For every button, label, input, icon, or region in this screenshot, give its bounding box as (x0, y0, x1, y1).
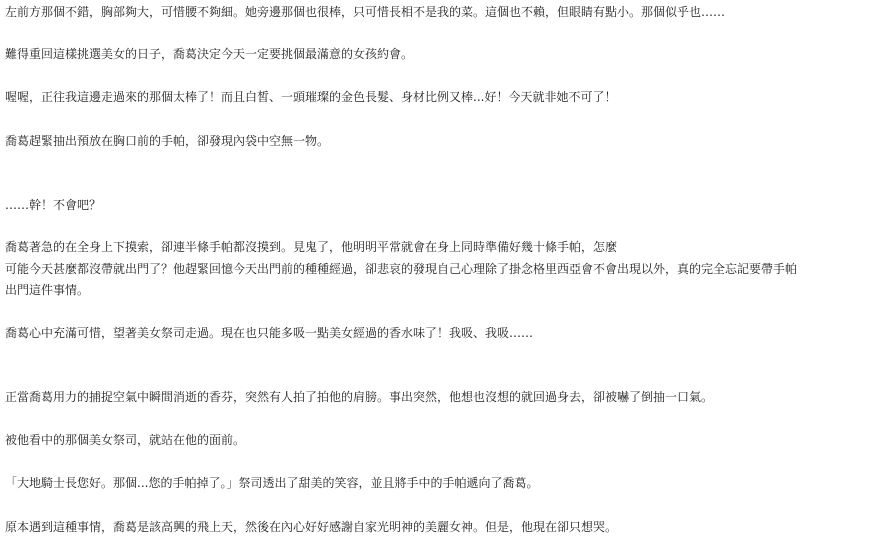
paragraph: ……幹！不會吧？ (5, 198, 102, 212)
paragraph: 被他看中的那個美女祭司，就站在他的面前。 (5, 433, 246, 447)
paragraph: 喬葛著急的在全身上下摸索，卻連半條手帕都沒摸到。見鬼了，他明明平常就會在身上同時準備好幾十條手帕，怎麼 可能今天甚麼都沒帶就出門了？他趕緊回憶今天出門前的種種經過，卻悲哀的發現自己心理除了掛念格里西亞會不會出現以外，真的完全忘記要帶手帕 出門這件事情。 (5, 240, 798, 297)
paragraph: 喔喔，正往我這邊走過來的那個太棒了！而且白皙、一頭璀璨的金色長髮、身材比例又棒...好！今天就非她不可了！ (5, 90, 617, 104)
paragraph: 難得重回這樣挑選美女的日子，喬葛決定今天一定要挑個最滿意的女孩約會。 (5, 47, 414, 61)
paragraph: 「大地騎士長您好。那個...您的手帕掉了。」祭司透出了甜美的笑容，並且將手中的手帕遞向了喬葛。 (5, 476, 539, 490)
paragraph: 喬葛趕緊抽出預放在胸口前的手帕，卻發現內袋中空無一物。 (5, 134, 330, 148)
paragraph: 喬葛心中充滿可惜，望著美女祭司走過。現在也只能多吸一點美女經過的香水味了！我吸、我吸…… (5, 326, 534, 340)
paragraph: 正當喬葛用力的捕捉空氣中瞬間消逝的香芬，突然有人拍了拍他的肩膀。事出突然，他想也沒想的就回過身去，卻被嚇了倒抽一口氣。 (5, 390, 714, 404)
paragraph: 原本遇到這種事情，喬葛是該高興的飛上天，然後在內心好好感謝自家光明神的美麗女神。但是，他現在卻只想哭。 (5, 520, 618, 534)
paragraph: 左前方那個不錯，胸部夠大，可惜腰不夠細。她旁邊那個也很棒，只可惜長相不是我的菜。這個也不賴，但眼睛有點小。那個似乎也…… (5, 5, 726, 19)
